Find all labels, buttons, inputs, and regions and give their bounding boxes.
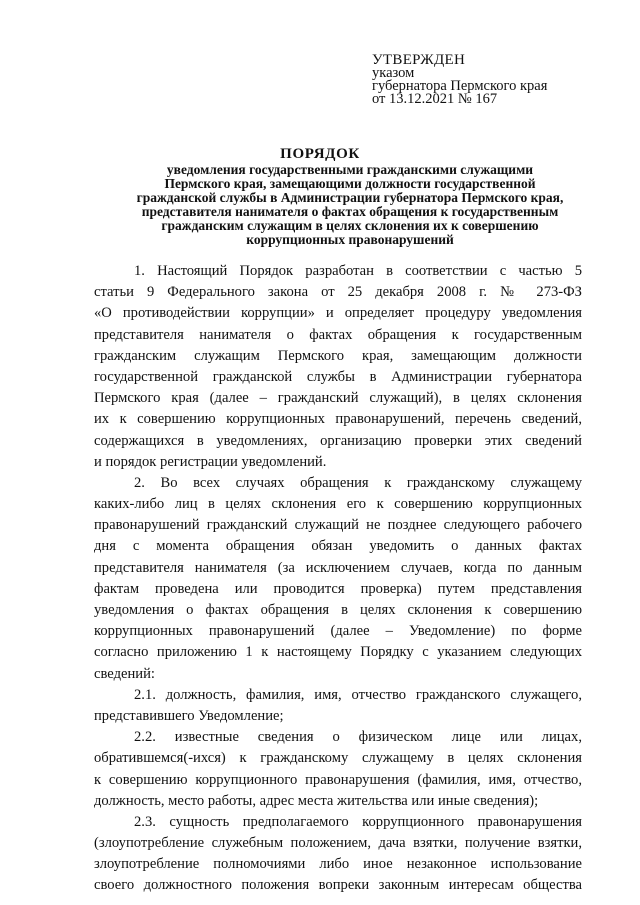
subtitle-line: уведомления государственными гражданскими служащими xyxy=(166,162,534,177)
subtitle-line: представителя нанимателя о фактах обращения к государственным xyxy=(141,204,559,220)
approval-word: УТВЕРЖДЕН xyxy=(372,52,466,68)
paragraph-2-line: правонарушений гражданский служащий не позднее следующего рабочего xyxy=(94,517,582,534)
item-2-3-line: (злоупотребление служебным положением, дача взятки, получение взятки, xyxy=(94,835,582,852)
approval-authority: губернатора Пермского края xyxy=(372,78,548,94)
paragraph-1-line: их к совершению коррупционных правонарушений, перечень сведений, xyxy=(94,411,582,428)
item-2-2-line: должность, место работы, адрес места жительства или иные сведения); xyxy=(94,792,539,809)
subtitle-line: гражданским служащим в целях склонения их к совершению xyxy=(161,218,539,234)
paragraph-1-line: «О противодействии коррупции» и определяет процедуру уведомления xyxy=(94,305,582,322)
document-subtitle xyxy=(112,163,588,248)
paragraph-2-line: уведомления о фактах обращения в целях склонения к совершению xyxy=(94,602,582,618)
item-2-2-line: обратившемся(-ихся) к гражданскому служащему в целях склонения xyxy=(94,750,582,767)
approval-decree: указом xyxy=(372,65,415,81)
paragraph-2-line: согласно приложению 1 к настоящему Порядку с указанием следующих xyxy=(94,644,582,661)
approval-date-number: от 13.12.2021 № 167 xyxy=(372,91,498,107)
approval-stamp xyxy=(372,54,547,106)
paragraph-1-line: 1. Настоящий Порядок разработан в соответствии с частью 5 xyxy=(134,263,582,279)
item-2-2-line: к совершению коррупционного правонарушения (фамилия, имя, отчество, xyxy=(94,771,582,788)
paragraph-1-line: и порядок регистрации уведомлений. xyxy=(94,453,327,470)
item-2-1-line: представившего Уведомление; xyxy=(94,707,284,724)
item-2-3-line: 2.3. сущность предполагаемого коррупционного правонарушения xyxy=(134,813,582,830)
paragraph-1-line: Пермского края (далее – гражданский служащий), в целях склонения xyxy=(94,390,582,407)
paragraph-1-line: государственной гражданской службы в Администрации губернатора xyxy=(94,368,582,385)
item-2-2-line: 2.2. известные сведения о физическом лице или лицах, xyxy=(134,729,582,746)
document-body xyxy=(94,261,582,897)
paragraph-2-line: сведений: xyxy=(94,665,155,682)
paragraph-2-line: 2. Во всех случаях обращения к гражданскому служащему xyxy=(134,474,582,491)
paragraph-1-line: статьи 9 Федерального закона от 25 декабря 2008 г. № 273-ФЗ xyxy=(94,284,582,301)
paragraph-2-line: коррупционных правонарушений (далее – Уведомление) по форме xyxy=(94,623,582,640)
paragraph-1-line: представителя нанимателя о фактах обращения к государственным xyxy=(94,326,582,343)
paragraph-2-line: фактам проведена или проводится проверка) путем представления xyxy=(94,580,582,597)
paragraph-1-line: гражданским служащим Пермского края, замещающим должности xyxy=(94,347,582,364)
paragraph-2-line: дня с момента обращения обязан уведомить о данных фактах xyxy=(94,538,582,555)
subtitle-line: гражданской службы в Администрации губернатора Пермского края, xyxy=(136,190,564,206)
item-2-1-line: 2.1. должность, фамилия, имя, отчество гражданского служащего, xyxy=(134,686,582,703)
paragraph-2-line: представителя нанимателя (за исключением случаев, когда по данным xyxy=(94,559,582,576)
document-title: ПОРЯДОК xyxy=(280,146,360,162)
item-2-3-line: своего должностного положения вопреки законным интересам общества xyxy=(94,877,582,894)
paragraph-2-line: каких-либо лиц в целях склонения его к совершению коррупционных xyxy=(94,496,582,513)
paragraph-1-line: содержащихся в уведомлениях, организацию проверки этих сведений xyxy=(94,432,582,449)
subtitle-line: коррупционных правонарушений xyxy=(246,232,454,248)
subtitle-line: Пермского края, замещающими должности государственной xyxy=(164,176,536,192)
item-2-3-line: злоупотребление полномочиями либо иное незаконное использование xyxy=(94,856,582,873)
